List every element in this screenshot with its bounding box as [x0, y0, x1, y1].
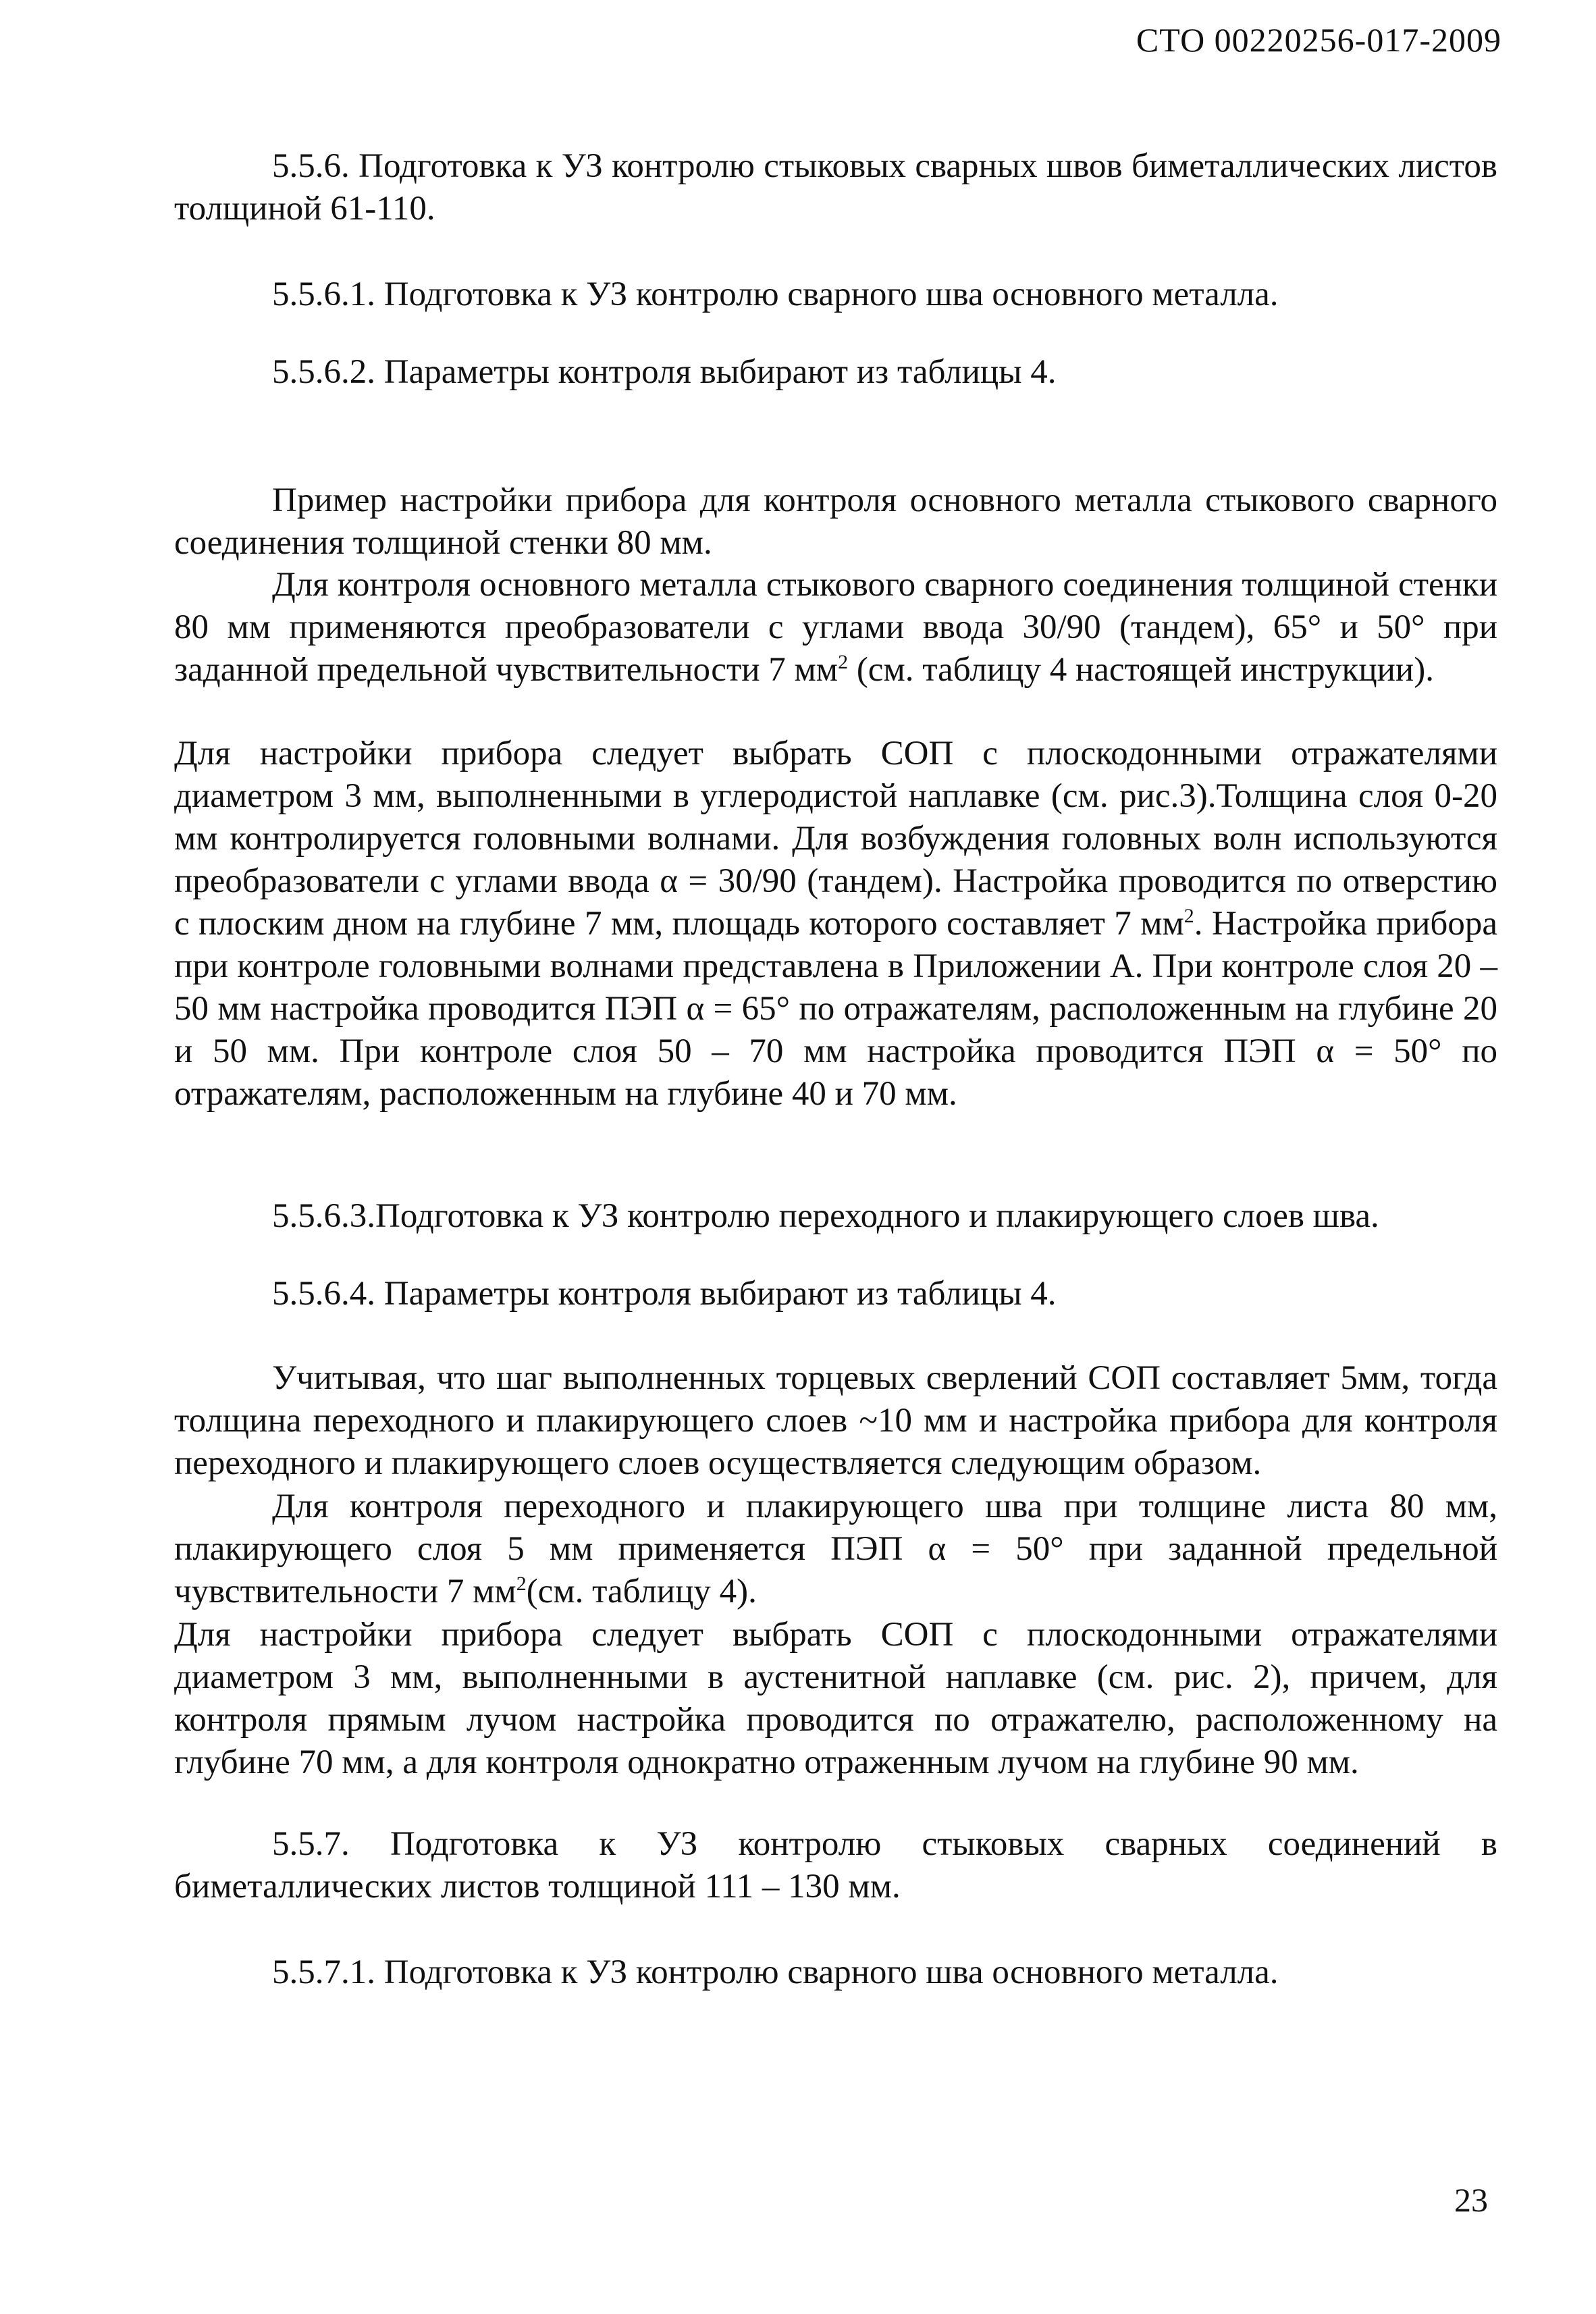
section-5-5-6-2: 5.5.6.2. Параметры контроля выбирают из таблицы 4. — [272, 353, 1057, 391]
section-5-5-6-1: 5.5.6.1. Подготовка к УЗ контролю сварного шва основного металла. — [272, 275, 1279, 313]
section-5-5-6-heading: 5.5.6. Подготовка к УЗ контролю стыковых сварных швов биметаллических листов толщиной 61-110. — [174, 147, 1497, 228]
paragraph-drill-step: Учитывая, что шаг выполненных торцевых сверлений СОП составляет 5мм, тогда толщина переходного и плакирующего слоев ~10 мм и настройка прибора для контроля переходного и плакирующего слоев осуществляется следующим образом. — [174, 1359, 1497, 1482]
section-5-5-6-4: 5.5.6.4. Параметры контроля выбирают из таблицы 4. — [272, 1275, 1057, 1313]
superscript: 2 — [1183, 905, 1194, 927]
paragraph-cladding-control — [174, 1485, 1497, 1613]
paragraph-text: (см. таблицу 4). — [526, 1573, 757, 1610]
paragraph-text: Для контроля переходного и плакирующего шва при толщине листа 80 мм, плакирующего слоя 5 мм применяется ПЭП α = 50° при заданной предельной чувствительности 7 мм — [174, 1488, 1497, 1610]
paragraph-text: Для контроля основного металла стыкового сварного соединения толщиной стенки 80 мм применяются преобразователи с углами ввода 30/90 (тандем), 65° и 50° при заданной предельной чувствительности 7 мм — [174, 566, 1497, 689]
section-5-5-6-3: 5.5.6.3.Подготовка к УЗ контролю переходного и плакирующего слоев шва. — [272, 1197, 1379, 1235]
document-code: СТО 00220256-017-2009 — [1136, 21, 1501, 59]
superscript: 2 — [516, 1573, 527, 1595]
paragraph-calibration-austenitic: Для настройки прибора следует выбрать СОП с плоскодонными отражателями диаметром 3 мм, выполненными в аустенитной наплавке (см. рис. 2), причем, для контроля прямым лучом настройка проводится по отражателю, расположенному на глубине 70 мм, а для контроля однократно отраженным лучом на глубине 90 мм. — [174, 1616, 1497, 1781]
superscript: 2 — [838, 651, 849, 673]
paragraph-text: (см. таблицу 4 настоящей инструкции). — [848, 651, 1434, 689]
example-intro-paragraph: Пример настройки прибора для контроля основного металла стыкового сварного соединения толщиной стенки 80 мм. — [174, 481, 1497, 562]
section-5-5-7-heading: 5.5.7. Подготовка к УЗ контролю стыковых сварных соединений в биметаллических листов толщиной 111 – 130 мм. — [174, 1825, 1497, 1905]
paragraph-text: . Настройка прибора при контроле головными волнами представлена в Приложении А. При контроле слоя 20 – 50 мм настройка проводится ПЭП α = 65° по отражателям, расположенным на глубине 20 и 50 мм. При контроле слоя 50 – 70 мм настройка проводится ПЭП α = 50° по отражателям, расположенным на глубине 40 и 70 мм. — [174, 905, 1497, 1113]
paragraph-text: Для настройки прибора следует выбрать СОП с плоскодонными отражателями диаметром 3 мм, выполненными в углеродистой наплавке (см. рис.3).Толщина слоя 0-20 мм контролируется головными волнами. Для возбуждения головных волн используются преобразователи с углами ввода α = 30/90 (тандем). Настройка проводится по отверстию с плоским дном на глубине 7 мм, площадь которого составляет 7 мм — [174, 735, 1497, 943]
section-5-5-7-1: 5.5.7.1. Подготовка к УЗ контролю сварного шва основного металла. — [272, 1953, 1279, 1991]
paragraph-calibration-carbon — [174, 733, 1497, 1115]
paragraph-transducers-angles — [174, 564, 1497, 691]
page-number: 23 — [1454, 2181, 1488, 2219]
